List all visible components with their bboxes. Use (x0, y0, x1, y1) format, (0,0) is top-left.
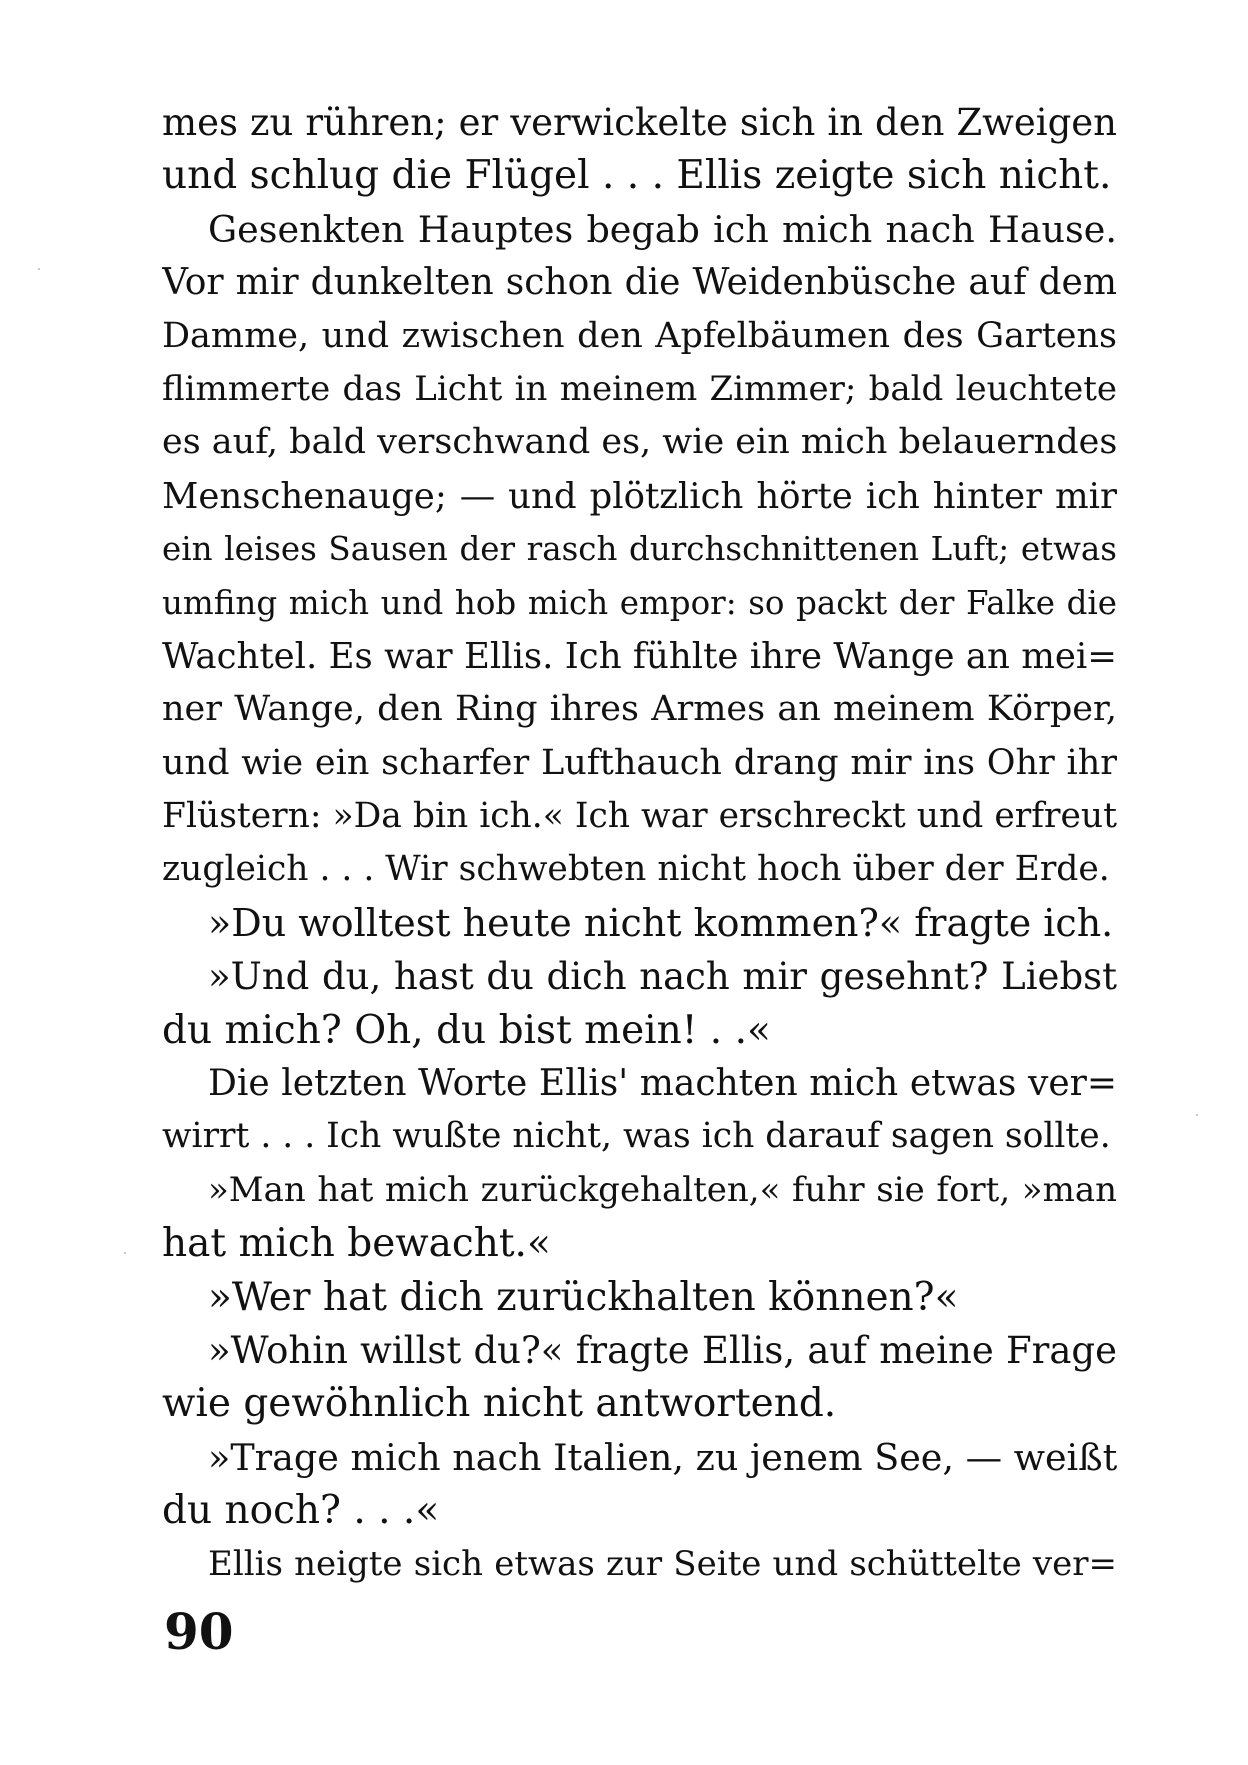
text-line: »Wohin willst du?« fragte Ellis, auf meine Frage (208, 1328, 1117, 1372)
page-number: 90 (164, 1602, 234, 1661)
text-line: flimmerte das Licht in meinem Zimmer; bald leuchtete (162, 368, 1117, 409)
text-line: »Trage mich nach Italien, zu jenem See, — weißt (208, 1435, 1117, 1479)
text-line: du mich? Oh, du bist mein! . .« (162, 1007, 771, 1053)
text-line: Menschenauge; — und plötzlich hörte ich hinter mir (162, 475, 1117, 517)
text-line: wirrt . . . Ich wußte nicht, was ich darauf sagen sollte. (162, 1116, 1111, 1157)
text-line: ein leises Sausen der rasch durchschnittenen Luft; etwas (162, 530, 1117, 569)
text-line: »Man hat mich zurückgehalten,« fuhr sie fort, »man (208, 1169, 1117, 1210)
text-line: Ellis neigte sich etwas zur Seite und schüttelte ver= (208, 1543, 1117, 1584)
text-line: und schlug die Flügel . . . Ellis zeigte sich nicht. (162, 153, 1112, 199)
text-line: wie gewöhnlich nicht antwortend. (162, 1381, 837, 1427)
paper-speck (124, 1252, 126, 1254)
paper-speck (38, 268, 40, 270)
paper-speck (1196, 1114, 1198, 1116)
text-line: Wachtel. Es war Ellis. Ich fühlte ihre Wange an mei= (162, 635, 1117, 677)
text-line: es auf, bald verschwand es, wie ein mich belauerndes (162, 422, 1117, 463)
text-line: Vor mir dunkelten schon die Weidenbüsche auf dem (162, 262, 1117, 304)
text-line: Die letzten Worte Ellis' machten mich etwas ver= (208, 1063, 1117, 1105)
text-line: du noch? . . .« (162, 1488, 440, 1534)
text-line: und wie ein scharfer Lufthauch drang mir ins Ohr ihr (162, 742, 1117, 783)
text-line: »Du wolltest heute nicht kommen?« fragte ich. (208, 900, 1114, 945)
text-line: Damme, und zwischen den Apfelbäumen des Gartens (162, 315, 1117, 356)
text-line: zugleich . . . Wir schwebten nicht hoch über der Erde. (162, 849, 1110, 890)
text-line: »Wer hat dich zurückhalten können?« (208, 1274, 959, 1320)
text-line: Flüstern: »Da bin ich.« Ich war erschreckt und erfreut (162, 796, 1117, 837)
text-line: Gesenkten Hauptes begab ich mich nach Hause. (208, 207, 1117, 251)
text-line: ner Wange, den Ring ihres Armes an meinem Körper, (162, 689, 1117, 730)
text-line: umfing mich und hob mich empor: so packt der Falke die (162, 583, 1117, 622)
text-line: mes zu rühren; er verwickelte sich in den Zweigen (162, 101, 1117, 144)
text-line: hat mich bewacht.« (162, 1221, 551, 1267)
body-text (162, 96, 1117, 1591)
text-line: »Und du, hast du dich nach mir gesehnt? Liebst (208, 955, 1117, 999)
